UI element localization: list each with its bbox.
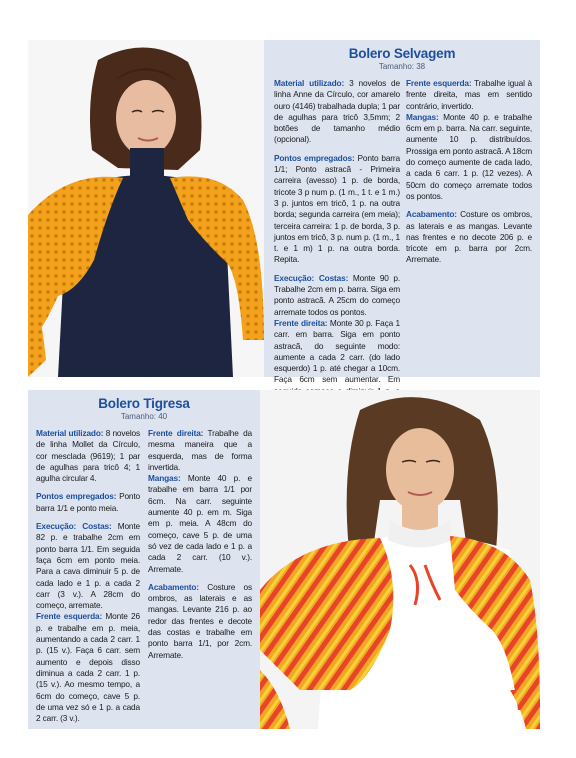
panel-bolero-tigresa — [28, 390, 260, 729]
photo-bolero-selvagem — [28, 40, 264, 377]
frente-esquerda-text: Monte 26 p. e trabalhe em p. meia, aumentando a cada 2 carr. 1 p. (15 v.). Faça 6 carr. sem aumento e depois disso diminua a cada 2 carr. 1 p. (15 v.). Ao mesmo tempo, a 6cm do começo, cave 5 p. de uma vez só e 1 p. a cada 2 carr. (3 v.). — [36, 611, 140, 724]
photo-bolero-tigresa — [260, 390, 540, 729]
panel-bolero-selvagem — [264, 40, 540, 385]
pontos-heading: Pontos empregados: — [274, 152, 355, 163]
mangas-heading: Mangas: — [148, 473, 181, 484]
pontos-text: Ponto barra 1/1; Ponto astracã - Primeira carreira (avesso) 1 p. de borda, tricote 3 p num p. (1 m., 1 t. e 1 m.) 3 p. juntos em tricô, 1 p. na outra borda; segunda carreira (em meia); terceira carreira: 1 p. de borda, 3 p. juntos em tricô, 3 p. num p. (1 m., 1 t. e 1 m) 1 p. na outra borda. Repita. — [274, 152, 400, 265]
bolero-selvagem-title: Bolero Selvagem — [348, 46, 456, 61]
costas-heading: Costas: — [318, 272, 349, 283]
bolero-selvagem-col-2 — [406, 78, 532, 273]
bolero-tigresa-title: Bolero Tigresa — [98, 396, 190, 411]
acabamento-heading: Acabamento: — [148, 581, 199, 592]
frente-direita-text: Monte 30 p. Faça 1 carr. em barra. Siga em ponto astracã, do seguinte modo: aumente a cada 2 carr. (do lado esquerdo) 1 p. até chegar a 10cm. Faça 6cm sem aumentar. Em — [274, 317, 400, 385]
bolero-tigresa-col-2 — [148, 428, 252, 668]
material-text: 8 novelos de linha Mollet da Círculo, cor mesclada (9619); 1 par de agulhas para tricô 4; 1 agulha circular 4. — [36, 428, 141, 484]
acabamento-text: Costure os ombros, as laterais e as mangas. Levante 216 p. ao redor das frentes e decote das costas e trabalhe em ponto barra 1/1, por 2cm. Arremate. — [148, 581, 253, 660]
material-heading: Material utilizado: — [36, 428, 104, 438]
execucao-heading: Execução: — [274, 272, 315, 283]
frente-direita-text: Trabalhe da mesma maneira que a esquerda, mas de forma invertida. — [148, 428, 252, 472]
mangas-text: Monte 40 p. e trabalhe 6cm em p. barra. Na carr. seguinte, aumente 10 p. distribuídos. Prossiga em ponto astracã. A 18cm do começo aumente de cada lado, a cada 6 carr. 1 p. (12 vezes). A 50cm do começo arremate todos os pontos. — [406, 111, 533, 201]
material-heading: Material utilizado: — [274, 78, 345, 88]
acabamento-text: Costure os ombros, as laterais e as mangas. Levante nas frentes e no decote 206 p. e tricote em p. barra por 2cm. Arremate. — [406, 209, 532, 265]
costas-text: Monte 82 p. e trabalhe 2cm em ponto barra 1/1. Em seguida faça 6cm em ponto meia. Para a cava diminuir 5 p. de cada lado e 1 p. a cada 2 carr (3 v.). A 28cm do começo, arremate. — [36, 521, 141, 611]
material-text: 3 novelos de linha Anne da Círculo, cor amarelo ouro (4146) trabalhada dupla; 1 par de agulhas para tricô 3,5mm; 2 botões de tamanho médio (opcional). — [274, 78, 400, 145]
bolero-tigresa-size: Tamanho: 40 — [120, 412, 168, 421]
frente-direita-heading: Frente direita: — [148, 428, 204, 438]
frente-esquerda-heading: Frente esquerda: — [406, 78, 472, 88]
bolero-selvagem-col-1 — [274, 78, 400, 427]
mangas-heading: Mangas: — [406, 111, 439, 122]
mangas-text: Monte 40 p. e trabalhe em barra 1/1 por 6cm. Na carr. seguinte aumente 40 p. em m. Siga em p. meia. A 48cm do começo, cave 5 p. de uma só vez de cada lado e 1 p. a cada 2 carr. (10 v.). Arremate. — [148, 473, 252, 574]
bolero-tigresa-col-1 — [36, 428, 140, 731]
bolero-selvagem-size: Tamanho: 38 — [378, 62, 426, 71]
costas-heading: Costas: — [82, 521, 112, 532]
frente-esquerda-heading: Frente esquerda: — [36, 611, 103, 622]
costas-text: Monte 90 p. Trabalhe 2cm em p. barra. Siga em ponto astracã. A 25cm do começo arremate todos os pontos. — [274, 272, 401, 317]
frente-direita-heading: Frente direita: — [274, 317, 328, 328]
pontos-heading: Pontos empregados: — [36, 491, 117, 502]
pontos-text: Ponto barra 1/1 e ponto meia. — [36, 491, 140, 513]
execucao-heading: Execução: — [36, 521, 77, 532]
frente-esquerda-text: Trabalhe igual à frente direita, mas em sentido contrário, invertido. — [406, 78, 532, 111]
acabamento-heading: Acabamento: — [406, 209, 457, 220]
